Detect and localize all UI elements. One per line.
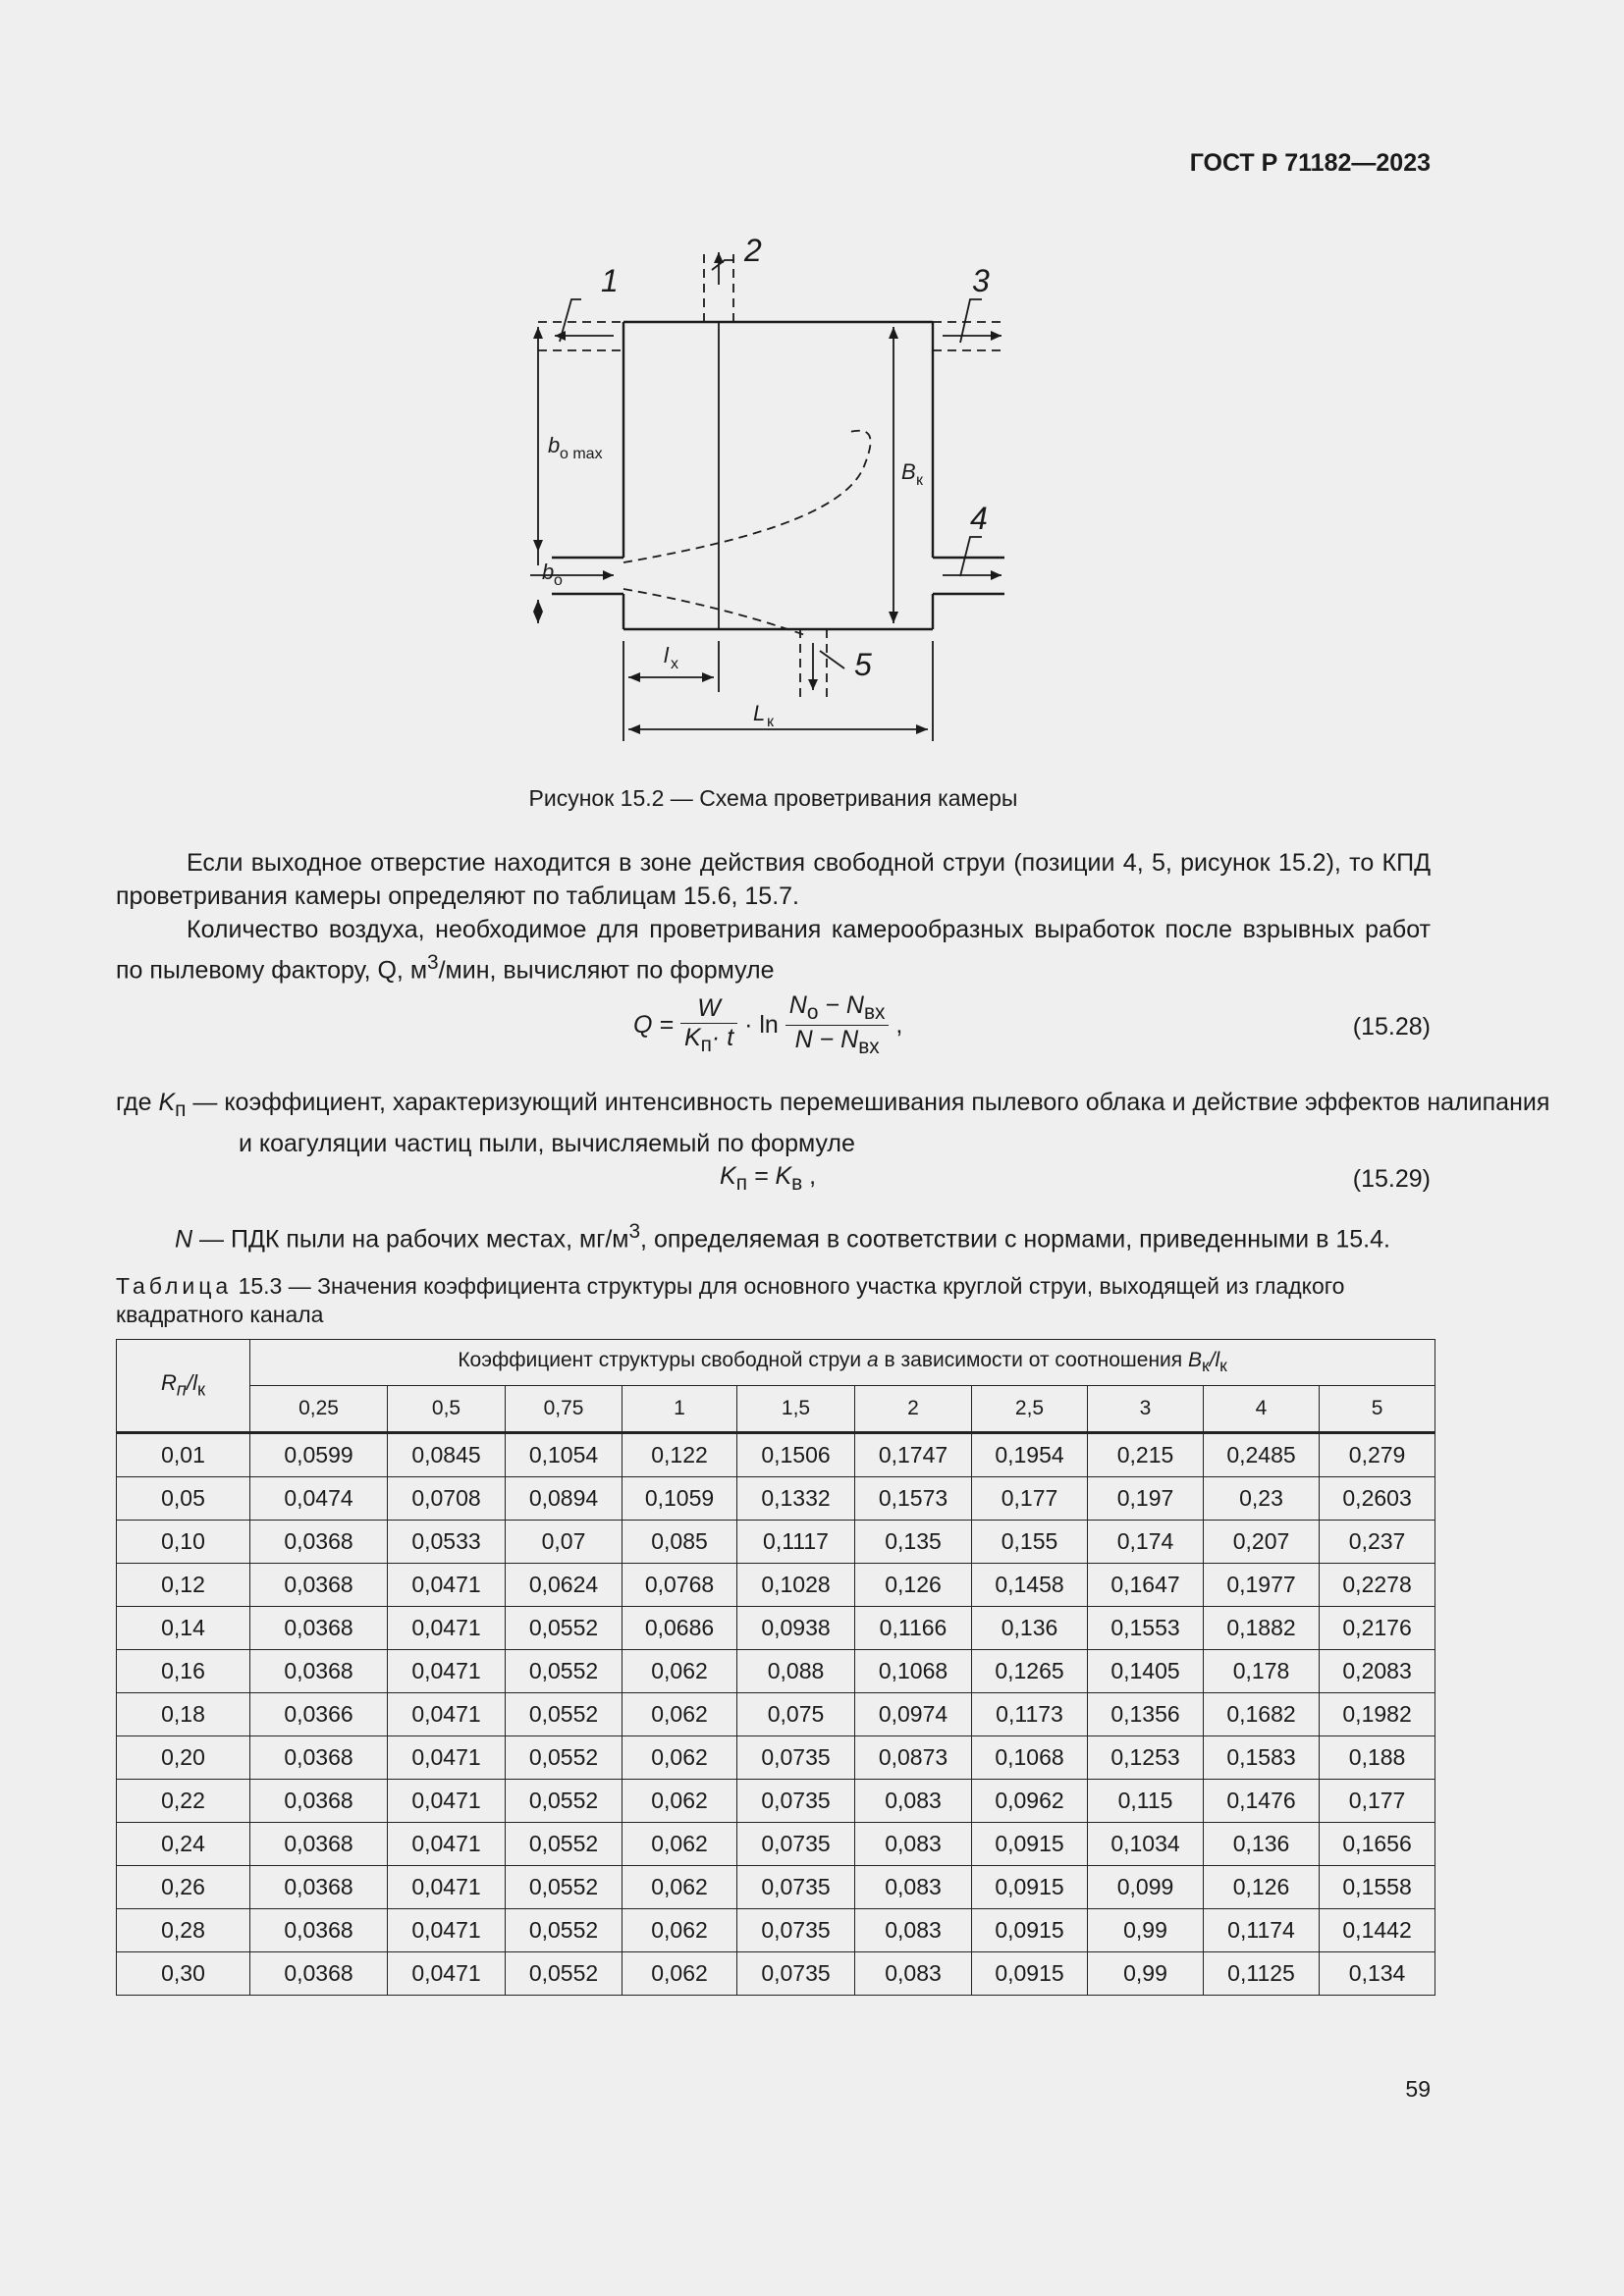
table-cell: 0,0552 xyxy=(506,1866,623,1909)
group-header-cell: Коэффициент структуры свободной струи a в зависимости от соотношения $B_к/l_к$ xyxy=(250,1340,1435,1386)
label-bo-sub: o xyxy=(554,572,563,589)
label-lx-sub: x xyxy=(671,656,678,672)
table-cell: 0,0845 xyxy=(388,1433,506,1477)
table-cell: 0,1332 xyxy=(737,1477,855,1521)
table-cell: 0,099 xyxy=(1088,1866,1204,1909)
table-row xyxy=(117,1866,1435,1909)
table-cell: 0,0368 xyxy=(250,1564,388,1607)
column-header: 0,5 xyxy=(388,1386,506,1433)
table-cell: 0,0368 xyxy=(250,1521,388,1564)
table-row xyxy=(117,1952,1435,1996)
table-cell: 0,0552 xyxy=(506,1736,623,1780)
row-label-cell: 0,14 xyxy=(117,1607,250,1650)
table-cell: 0,062 xyxy=(623,1866,737,1909)
table-cell: 0,1682 xyxy=(1204,1693,1320,1736)
table-cell: 0,2603 xyxy=(1320,1477,1435,1521)
table-cell: 0,0915 xyxy=(972,1909,1088,1952)
table-cell: 0,0368 xyxy=(250,1607,388,1650)
table-cell: 0,1054 xyxy=(506,1433,623,1477)
where-n: N — ПДК пыли на рабочих местах, $мг/м^3$, определяемая в соответствии с нормами, приведенными в 15.4. xyxy=(175,1220,1390,1254)
table-cell: 0,134 xyxy=(1320,1952,1435,1996)
label-lx: l xyxy=(664,643,669,667)
page-number: 59 xyxy=(1405,2076,1431,2102)
table-cell: 0,0368 xyxy=(250,1736,388,1780)
table-cell: 0,0708 xyxy=(388,1477,506,1521)
table-cell: 0,062 xyxy=(623,1823,737,1866)
table-cell: 0,062 xyxy=(623,1909,737,1952)
table-cell: 0,0735 xyxy=(737,1736,855,1780)
table-cell: 0,0552 xyxy=(506,1780,623,1823)
table-cell: 0,1747 xyxy=(855,1433,972,1477)
table-caption: Таблица 15.3 — Значения коэффициента структуры для основного участка круглой струи, выходящей из гладкого квадратного канала xyxy=(116,1273,1345,1327)
label-3: 3 xyxy=(972,263,990,298)
row-label-cell: 0,16 xyxy=(117,1650,250,1693)
row-label-cell: 0,22 xyxy=(117,1780,250,1823)
table-cell: 0,0894 xyxy=(506,1477,623,1521)
table-row xyxy=(117,1650,1435,1693)
table-cell: 0,23 xyxy=(1204,1477,1320,1521)
label-2: 2 xyxy=(744,233,762,268)
table-row xyxy=(117,1477,1435,1521)
structure-coefficient-table xyxy=(116,1339,1435,1996)
table-cell: 0,1573 xyxy=(855,1477,972,1521)
table-cell: 0,0552 xyxy=(506,1952,623,1996)
table-cell: 0,0471 xyxy=(388,1952,506,1996)
table-row xyxy=(117,1736,1435,1780)
formula-15-29: $K_п = K_в$ , xyxy=(720,1162,817,1195)
table-cell: 0,083 xyxy=(855,1823,972,1866)
table-row xyxy=(117,1433,1435,1477)
table-cell: 0,0735 xyxy=(737,1952,855,1996)
table-cell: 0,1583 xyxy=(1204,1736,1320,1780)
row-header-cell: $R_п/l_к$ xyxy=(117,1340,250,1433)
table-cell: 0,1173 xyxy=(972,1693,1088,1736)
table-row xyxy=(117,1909,1435,1952)
table-cell: 0,0471 xyxy=(388,1564,506,1607)
table-cell: 0,0471 xyxy=(388,1780,506,1823)
row-label-cell: 0,26 xyxy=(117,1866,250,1909)
table-cell: 0,188 xyxy=(1320,1736,1435,1780)
table-cell: 0,1476 xyxy=(1204,1780,1320,1823)
table-row xyxy=(117,1823,1435,1866)
table-cell: 0,178 xyxy=(1204,1650,1320,1693)
table-cell: 0,1034 xyxy=(1088,1823,1204,1866)
label-1: 1 xyxy=(601,263,619,298)
label-bomax-sub: o max xyxy=(560,446,603,462)
table-cell: 0,062 xyxy=(623,1736,737,1780)
column-header: 0,75 xyxy=(506,1386,623,1433)
table-cell: 0,0962 xyxy=(972,1780,1088,1823)
table-cell: 0,215 xyxy=(1088,1433,1204,1477)
table-cell: 0,174 xyxy=(1088,1521,1204,1564)
paragraph-air-quantity: Количество воздуха, необходимое для проветривания камерообразных выработок после взрывных работ по пылевому фактору, Q, $м^3$/мин, вычисляют по формуле xyxy=(116,916,1431,985)
table-cell: 0,085 xyxy=(623,1521,737,1564)
table-cell: 0,1442 xyxy=(1320,1909,1435,1952)
table-cell: 0,1882 xyxy=(1204,1607,1320,1650)
column-header: 4 xyxy=(1204,1386,1320,1433)
table-cell: 0,0368 xyxy=(250,1650,388,1693)
table-cell: 0,1977 xyxy=(1204,1564,1320,1607)
table-cell: 0,1253 xyxy=(1088,1736,1204,1780)
table-cell: 0,0471 xyxy=(388,1650,506,1693)
row-label-cell: 0,01 xyxy=(117,1433,250,1477)
label-Lk-sub: к xyxy=(767,714,774,730)
table-cell: 0,0368 xyxy=(250,1909,388,1952)
table-cell: 0,1059 xyxy=(623,1477,737,1521)
table-cell: 0,0552 xyxy=(506,1823,623,1866)
table-cell: 0,136 xyxy=(972,1607,1088,1650)
table-cell: 0,155 xyxy=(972,1521,1088,1564)
table-cell: 0,1174 xyxy=(1204,1909,1320,1952)
table-cell: 0,1647 xyxy=(1088,1564,1204,1607)
table-cell: 0,1553 xyxy=(1088,1607,1204,1650)
where-kp: где $K_п$ — коэффициент, характеризующий интенсивность перемешивания пылевого облака и действие эффектов налипания и коагуляции частиц пыли, вычисляемый по формуле xyxy=(116,1089,1550,1157)
table-cell: 0,0686 xyxy=(623,1607,737,1650)
column-header: 2 xyxy=(855,1386,972,1433)
equation-number-15-28: (15.28) xyxy=(1352,1013,1431,1041)
table-cell: 0,1356 xyxy=(1088,1693,1204,1736)
label-Lk: L xyxy=(753,701,766,725)
equation-number-15-29: (15.29) xyxy=(1352,1165,1431,1193)
table-cell: 0,2278 xyxy=(1320,1564,1435,1607)
table-cell: 0,1265 xyxy=(972,1650,1088,1693)
table-cell: 0,0552 xyxy=(506,1607,623,1650)
table-cell: 0,0599 xyxy=(250,1433,388,1477)
table-row xyxy=(117,1521,1435,1564)
document-header: ГОСТ Р 71182—2023 xyxy=(1189,149,1431,177)
column-header: 2,5 xyxy=(972,1386,1088,1433)
row-label-cell: 0,28 xyxy=(117,1909,250,1952)
table-cell: 0,0471 xyxy=(388,1823,506,1866)
table-cell: 0,1506 xyxy=(737,1433,855,1477)
table-cell: 0,2485 xyxy=(1204,1433,1320,1477)
table-cell: 0,088 xyxy=(737,1650,855,1693)
table-cell: 0,0915 xyxy=(972,1823,1088,1866)
table-cell: 0,1117 xyxy=(737,1521,855,1564)
table-cell: 0,135 xyxy=(855,1521,972,1564)
table-cell: 0,0368 xyxy=(250,1780,388,1823)
table-cell: 0,197 xyxy=(1088,1477,1204,1521)
table-cell: 0,1982 xyxy=(1320,1693,1435,1736)
table-cell: 0,0368 xyxy=(250,1866,388,1909)
ventilation-diagram xyxy=(511,231,1021,741)
table-cell: 0,177 xyxy=(1320,1780,1435,1823)
table-row xyxy=(117,1780,1435,1823)
table-cell: 0,0368 xyxy=(250,1952,388,1996)
formula-15-28: Q = $\frac{W}{K_п\cdot t}$ · ln $\frac{N_o - N_{вх}}{N - N_{вх}}$ , xyxy=(633,991,903,1058)
table-cell: 0,075 xyxy=(737,1693,855,1736)
table-row xyxy=(117,1693,1435,1736)
table-cell: 0,1166 xyxy=(855,1607,972,1650)
table-cell: 0,126 xyxy=(855,1564,972,1607)
table-cell: 0,083 xyxy=(855,1780,972,1823)
table-cell: 0,062 xyxy=(623,1693,737,1736)
table-cell: 0,0368 xyxy=(250,1823,388,1866)
table-cell: 0,0735 xyxy=(737,1909,855,1952)
label-Bk: B xyxy=(901,459,916,484)
leader-5 xyxy=(820,651,844,668)
table-cell: 0,0552 xyxy=(506,1650,623,1693)
table-cell: 0,0366 xyxy=(250,1693,388,1736)
label-bo: b xyxy=(542,560,555,584)
table-cell: 0,0471 xyxy=(388,1607,506,1650)
table-cell: 0,0471 xyxy=(388,1909,506,1952)
table-cell: 0,1068 xyxy=(972,1736,1088,1780)
table-cell: 0,2083 xyxy=(1320,1650,1435,1693)
column-header: 1 xyxy=(623,1386,737,1433)
row-label-cell: 0,12 xyxy=(117,1564,250,1607)
table-cell: 0,1028 xyxy=(737,1564,855,1607)
table-cell: 0,207 xyxy=(1204,1521,1320,1564)
table-cell: 0,0735 xyxy=(737,1780,855,1823)
table-cell: 0,122 xyxy=(623,1433,737,1477)
table-cell: 0,279 xyxy=(1320,1433,1435,1477)
table-cell: 0,1558 xyxy=(1320,1866,1435,1909)
table-cell: 0,062 xyxy=(623,1780,737,1823)
table-cell: 0,115 xyxy=(1088,1780,1204,1823)
table-row xyxy=(117,1564,1435,1607)
table-cell: 0,99 xyxy=(1088,1952,1204,1996)
table-cell: 0,0474 xyxy=(250,1477,388,1521)
table-cell: 0,062 xyxy=(623,1952,737,1996)
table-cell: 0,1068 xyxy=(855,1650,972,1693)
table-cell: 0,0974 xyxy=(855,1693,972,1736)
table-cell: 0,237 xyxy=(1320,1521,1435,1564)
table-cell: 0,1125 xyxy=(1204,1952,1320,1996)
table-cell: 0,0915 xyxy=(972,1952,1088,1996)
row-label-cell: 0,30 xyxy=(117,1952,250,1996)
row-label-cell: 0,20 xyxy=(117,1736,250,1780)
row-label-cell: 0,18 xyxy=(117,1693,250,1736)
table-cell: 0,1458 xyxy=(972,1564,1088,1607)
label-Bk-sub: к xyxy=(916,472,923,489)
table-cell: 0,177 xyxy=(972,1477,1088,1521)
table-cell: 0,99 xyxy=(1088,1909,1204,1952)
table-cell: 0,0471 xyxy=(388,1736,506,1780)
table-cell: 0,0735 xyxy=(737,1823,855,1866)
column-header: 3 xyxy=(1088,1386,1204,1433)
table-cell: 0,2176 xyxy=(1320,1607,1435,1650)
table-cell: 0,0471 xyxy=(388,1693,506,1736)
label-5: 5 xyxy=(854,647,872,682)
table-cell: 0,0768 xyxy=(623,1564,737,1607)
table-cell: 0,136 xyxy=(1204,1823,1320,1866)
table-cell: 0,1405 xyxy=(1088,1650,1204,1693)
table-cell: 0,0552 xyxy=(506,1693,623,1736)
row-label-cell: 0,24 xyxy=(117,1823,250,1866)
table-cell: 0,0533 xyxy=(388,1521,506,1564)
table-cell: 0,083 xyxy=(855,1866,972,1909)
figure-caption: Рисунок 15.2 — Схема проветривания камеры xyxy=(528,785,1018,811)
column-header: 5 xyxy=(1320,1386,1435,1433)
column-header: 1,5 xyxy=(737,1386,855,1433)
table-cell: 0,0624 xyxy=(506,1564,623,1607)
row-label-cell: 0,05 xyxy=(117,1477,250,1521)
table-cell: 0,083 xyxy=(855,1952,972,1996)
table-cell: 0,0915 xyxy=(972,1866,1088,1909)
table-cell: 0,1954 xyxy=(972,1433,1088,1477)
table-cell: 0,07 xyxy=(506,1521,623,1564)
table-row xyxy=(117,1607,1435,1650)
table-cell: 0,0873 xyxy=(855,1736,972,1780)
paragraph-outlet: Если выходное отверстие находится в зоне действия свободной струи (позиции 4, 5, рисунок 15.2), то КПД проветривания камеры определяют по таблицам 15.6, 15.7. xyxy=(116,849,1431,910)
table-cell: 0,126 xyxy=(1204,1866,1320,1909)
table-cell: 0,083 xyxy=(855,1909,972,1952)
label-bomax: b xyxy=(548,433,561,457)
table-cell: 0,0938 xyxy=(737,1607,855,1650)
row-label-cell: 0,10 xyxy=(117,1521,250,1564)
table-cell: 0,1656 xyxy=(1320,1823,1435,1866)
column-header: 0,25 xyxy=(250,1386,388,1433)
label-4: 4 xyxy=(970,501,988,536)
table-cell: 0,062 xyxy=(623,1650,737,1693)
table-cell: 0,0735 xyxy=(737,1866,855,1909)
table-cell: 0,0471 xyxy=(388,1866,506,1909)
table-cell: 0,0552 xyxy=(506,1909,623,1952)
